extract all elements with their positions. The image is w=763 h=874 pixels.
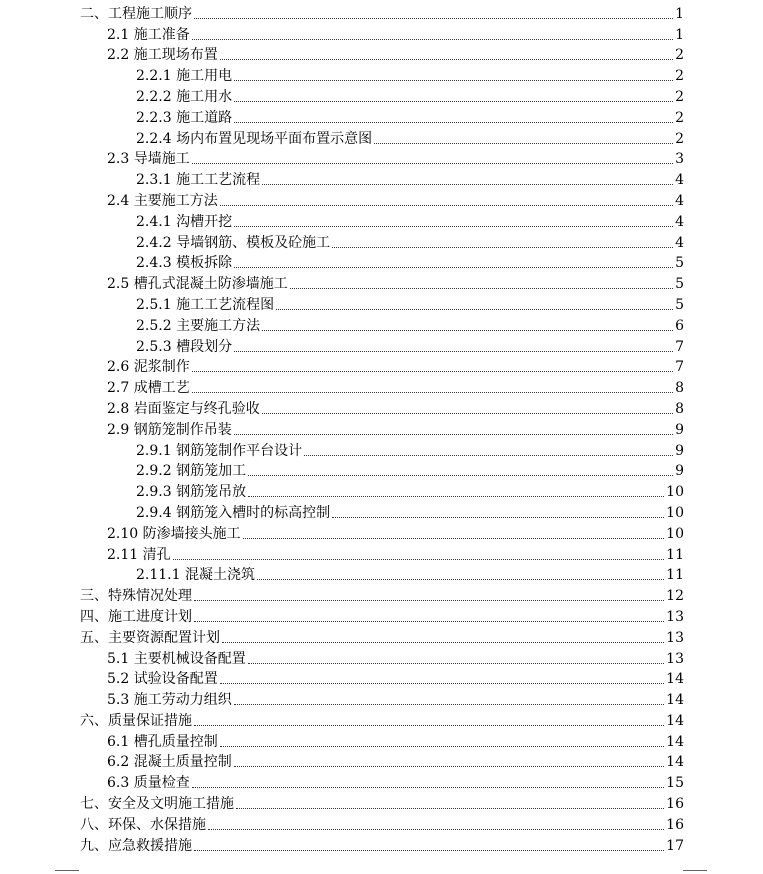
toc-entry[interactable] bbox=[0, 792, 763, 813]
toc-entry[interactable] bbox=[0, 460, 763, 481]
toc-page-number: 8 bbox=[675, 380, 684, 397]
toc-entry-title: 2.5.3 槽段划分 bbox=[136, 338, 233, 355]
toc-dot-leader bbox=[194, 600, 664, 601]
toc-dot-leader bbox=[192, 392, 673, 393]
toc-page-number: 1 bbox=[675, 26, 684, 43]
toc-entry-title: 2.6 泥浆制作 bbox=[107, 359, 190, 376]
toc-dot-leader bbox=[194, 725, 664, 726]
toc-dot-leader bbox=[243, 538, 665, 539]
toc-page-number: 13 bbox=[666, 650, 684, 667]
toc-dot-leader bbox=[234, 267, 673, 268]
toc-dot-leader bbox=[234, 101, 673, 102]
toc-page-number: 14 bbox=[666, 754, 684, 771]
toc-page-number: 2 bbox=[675, 68, 684, 85]
toc-entry-title: 5.1 主要机械设备配置 bbox=[107, 650, 246, 667]
toc-page-number: 5 bbox=[675, 255, 684, 272]
toc-page-number: 16 bbox=[666, 796, 684, 813]
toc-entry[interactable] bbox=[0, 231, 763, 252]
toc-page-number: 4 bbox=[675, 213, 684, 230]
toc-entry[interactable] bbox=[0, 85, 763, 106]
toc-entry[interactable] bbox=[0, 668, 763, 689]
toc-entry-title: 2.1 施工准备 bbox=[107, 26, 190, 43]
toc-dot-leader bbox=[192, 39, 673, 40]
toc-entry-title: 二、工程施工顺序 bbox=[80, 5, 192, 22]
toc-page-number: 11 bbox=[666, 567, 684, 584]
toc-entry-title: 2.7 成槽工艺 bbox=[107, 380, 190, 397]
toc-page-number: 1 bbox=[675, 5, 684, 22]
toc-page-number: 9 bbox=[675, 463, 684, 480]
toc-entry[interactable] bbox=[0, 252, 763, 273]
toc-entry-title: 四、施工进度计划 bbox=[80, 608, 192, 625]
toc-dot-leader bbox=[234, 351, 673, 352]
toc-entry[interactable] bbox=[0, 356, 763, 377]
toc-entry[interactable] bbox=[0, 730, 763, 751]
toc-entry[interactable] bbox=[0, 335, 763, 356]
toc-entry-title: 2.5.1 施工工艺流程图 bbox=[136, 296, 275, 313]
toc-dot-leader bbox=[192, 787, 664, 788]
toc-entry[interactable] bbox=[0, 688, 763, 709]
toc-entry[interactable] bbox=[0, 293, 763, 314]
toc-entry[interactable] bbox=[0, 418, 763, 439]
toc-dot-leader bbox=[234, 704, 664, 705]
toc-entry[interactable] bbox=[0, 439, 763, 460]
toc-entry[interactable] bbox=[0, 626, 763, 647]
toc-entry[interactable] bbox=[0, 189, 763, 210]
toc-entry-title: 6.3 质量检查 bbox=[107, 775, 190, 792]
toc-page-number: 3 bbox=[675, 151, 684, 168]
toc-entry-title: 2.11 清孔 bbox=[107, 546, 171, 563]
toc-page-number: 4 bbox=[675, 172, 684, 189]
toc-page-number: 5 bbox=[675, 296, 684, 313]
toc-entry-title: 八、环保、水保措施 bbox=[80, 816, 206, 833]
toc-page-number: 14 bbox=[666, 692, 684, 709]
toc-entry-title: 2.3 导墙施工 bbox=[107, 151, 190, 168]
toc-entry[interactable] bbox=[0, 501, 763, 522]
toc-dot-leader bbox=[236, 808, 664, 809]
toc-page-number: 5 bbox=[675, 276, 684, 293]
toc-dot-leader bbox=[276, 309, 673, 310]
toc-entry-title: 六、质量保证措施 bbox=[80, 712, 192, 729]
toc-entry-title: 2.3.1 施工工艺流程 bbox=[136, 172, 261, 189]
toc-dot-leader bbox=[194, 621, 664, 622]
toc-entry[interactable] bbox=[0, 605, 763, 626]
toc-entry-title: 2.2.1 施工用电 bbox=[136, 68, 233, 85]
toc-page-number: 2 bbox=[675, 88, 684, 105]
toc-entry[interactable] bbox=[0, 148, 763, 169]
toc-dot-leader bbox=[234, 80, 673, 81]
toc-entry-title: 2.4.1 沟槽开挖 bbox=[136, 213, 233, 230]
toc-dot-leader bbox=[194, 18, 673, 19]
toc-entry-title: 2.11.1 混凝土浇筑 bbox=[136, 567, 255, 584]
toc-page-number: 4 bbox=[675, 234, 684, 251]
toc-entry-title: 2.4 主要施工方法 bbox=[107, 192, 218, 209]
toc-entry-title: 七、安全及文明施工措施 bbox=[80, 796, 234, 813]
toc-dot-leader bbox=[234, 122, 673, 123]
toc-entry[interactable] bbox=[0, 522, 763, 543]
toc-entry-title: 2.9.3 钢筋笼吊放 bbox=[136, 484, 247, 501]
toc-entry[interactable] bbox=[0, 376, 763, 397]
toc-entry-title: 2.9.4 钢筋笼入槽时的标高控制 bbox=[136, 504, 331, 521]
toc-entry[interactable] bbox=[0, 543, 763, 564]
toc-entry[interactable] bbox=[0, 23, 763, 44]
toc-page-number: 10 bbox=[666, 525, 684, 542]
toc-dot-leader bbox=[248, 496, 664, 497]
toc-page-number: 2 bbox=[675, 130, 684, 147]
toc-page-number: 12 bbox=[666, 588, 684, 605]
toc-dot-leader bbox=[173, 559, 665, 560]
toc-page-number: 2 bbox=[675, 109, 684, 126]
toc-entry-title: 2.8 岩面鉴定与终孔验收 bbox=[107, 400, 260, 417]
toc-entry[interactable] bbox=[0, 272, 763, 293]
toc-dot-leader bbox=[194, 850, 664, 851]
toc-entry-title: 九、应急救援措施 bbox=[80, 837, 192, 854]
toc-entry-title: 2.9 钢筋笼制作吊装 bbox=[107, 421, 232, 438]
toc-entry[interactable] bbox=[0, 709, 763, 730]
toc-dot-leader bbox=[192, 371, 673, 372]
toc-entry-title: 2.4.3 模板拆除 bbox=[136, 255, 233, 272]
toc-dot-leader bbox=[262, 184, 673, 185]
toc-entry[interactable] bbox=[0, 397, 763, 418]
toc-dot-leader bbox=[208, 829, 664, 830]
table-of-contents bbox=[0, 2, 763, 855]
toc-entry[interactable] bbox=[0, 168, 763, 189]
toc-page-number: 8 bbox=[675, 400, 684, 417]
toc-page-number: 13 bbox=[666, 608, 684, 625]
toc-dot-leader bbox=[290, 288, 673, 289]
toc-dot-leader bbox=[304, 455, 673, 456]
toc-page-number: 14 bbox=[666, 671, 684, 688]
toc-dot-leader bbox=[234, 226, 673, 227]
toc-dot-leader bbox=[220, 59, 673, 60]
toc-page-number: 14 bbox=[666, 733, 684, 750]
toc-entry[interactable] bbox=[0, 771, 763, 792]
toc-entry-title: 5.3 施工劳动力组织 bbox=[107, 692, 232, 709]
toc-entry-title: 2.2 施工现场布置 bbox=[107, 47, 218, 64]
toc-entry-title: 2.4.2 导墙钢筋、模板及砼施工 bbox=[136, 234, 331, 251]
toc-page-number: 13 bbox=[666, 629, 684, 646]
toc-entry-title: 2.10 防渗墙接头施工 bbox=[107, 525, 241, 542]
toc-page-number: 16 bbox=[666, 816, 684, 833]
toc-dot-leader bbox=[222, 642, 664, 643]
toc-dot-leader bbox=[257, 579, 664, 580]
toc-entry-title: 2.2.3 施工道路 bbox=[136, 109, 233, 126]
toc-page-number: 15 bbox=[666, 775, 684, 792]
toc-entry[interactable] bbox=[0, 647, 763, 668]
toc-page-number: 10 bbox=[666, 504, 684, 521]
toc-dot-leader bbox=[234, 766, 664, 767]
toc-entry-title: 三、特殊情况处理 bbox=[80, 588, 192, 605]
toc-page-number: 9 bbox=[675, 442, 684, 459]
toc-page-number: 14 bbox=[666, 712, 684, 729]
toc-dot-leader bbox=[262, 413, 673, 414]
toc-entry[interactable] bbox=[0, 813, 763, 834]
footer-rule-left bbox=[55, 870, 79, 871]
toc-entry[interactable] bbox=[0, 127, 763, 148]
toc-page-number: 7 bbox=[675, 338, 684, 355]
toc-entry[interactable] bbox=[0, 480, 763, 501]
toc-entry-title: 五、主要资源配置计划 bbox=[80, 629, 220, 646]
toc-entry[interactable] bbox=[0, 106, 763, 127]
toc-entry[interactable] bbox=[0, 584, 763, 605]
toc-page-number: 7 bbox=[675, 359, 684, 376]
toc-entry[interactable] bbox=[0, 834, 763, 855]
toc-page-number: 17 bbox=[666, 837, 684, 854]
toc-entry[interactable] bbox=[0, 751, 763, 772]
toc-dot-leader bbox=[192, 163, 673, 164]
toc-entry[interactable] bbox=[0, 314, 763, 335]
toc-entry[interactable] bbox=[0, 210, 763, 231]
toc-dot-leader bbox=[374, 143, 673, 144]
toc-entry[interactable] bbox=[0, 44, 763, 65]
toc-page-number: 6 bbox=[675, 317, 684, 334]
toc-page-number: 2 bbox=[675, 47, 684, 64]
toc-entry-title: 5.2 试验设备配置 bbox=[107, 671, 218, 688]
toc-entry-title: 6.2 混凝土质量控制 bbox=[107, 754, 232, 771]
toc-dot-leader bbox=[220, 205, 673, 206]
toc-entry-title: 2.2.2 施工用水 bbox=[136, 88, 233, 105]
toc-dot-leader bbox=[332, 517, 664, 518]
toc-page-number: 9 bbox=[675, 421, 684, 438]
toc-dot-leader bbox=[332, 247, 673, 248]
toc-entry[interactable] bbox=[0, 64, 763, 85]
toc-dot-leader bbox=[234, 434, 673, 435]
toc-entry-title: 2.5.2 主要施工方法 bbox=[136, 317, 261, 334]
toc-entry-title: 6.1 槽孔质量控制 bbox=[107, 733, 218, 750]
toc-page-number: 10 bbox=[666, 484, 684, 501]
toc-dot-leader bbox=[248, 663, 664, 664]
toc-entry[interactable] bbox=[0, 2, 763, 23]
toc-dot-leader bbox=[262, 330, 673, 331]
toc-page-number: 11 bbox=[666, 546, 684, 563]
toc-page-number: 4 bbox=[675, 192, 684, 209]
toc-entry-title: 2.5 槽孔式混凝土防渗墙施工 bbox=[107, 276, 288, 293]
toc-entry-title: 2.9.2 钢筋笼加工 bbox=[136, 463, 247, 480]
footer-rule-right bbox=[683, 870, 707, 871]
toc-entry[interactable] bbox=[0, 564, 763, 585]
toc-dot-leader bbox=[220, 746, 664, 747]
toc-dot-leader bbox=[220, 683, 664, 684]
toc-entry-title: 2.2.4 场内布置见现场平面布置示意图 bbox=[136, 130, 373, 147]
toc-entry-title: 2.9.1 钢筋笼制作平台设计 bbox=[136, 442, 303, 459]
toc-dot-leader bbox=[248, 475, 673, 476]
